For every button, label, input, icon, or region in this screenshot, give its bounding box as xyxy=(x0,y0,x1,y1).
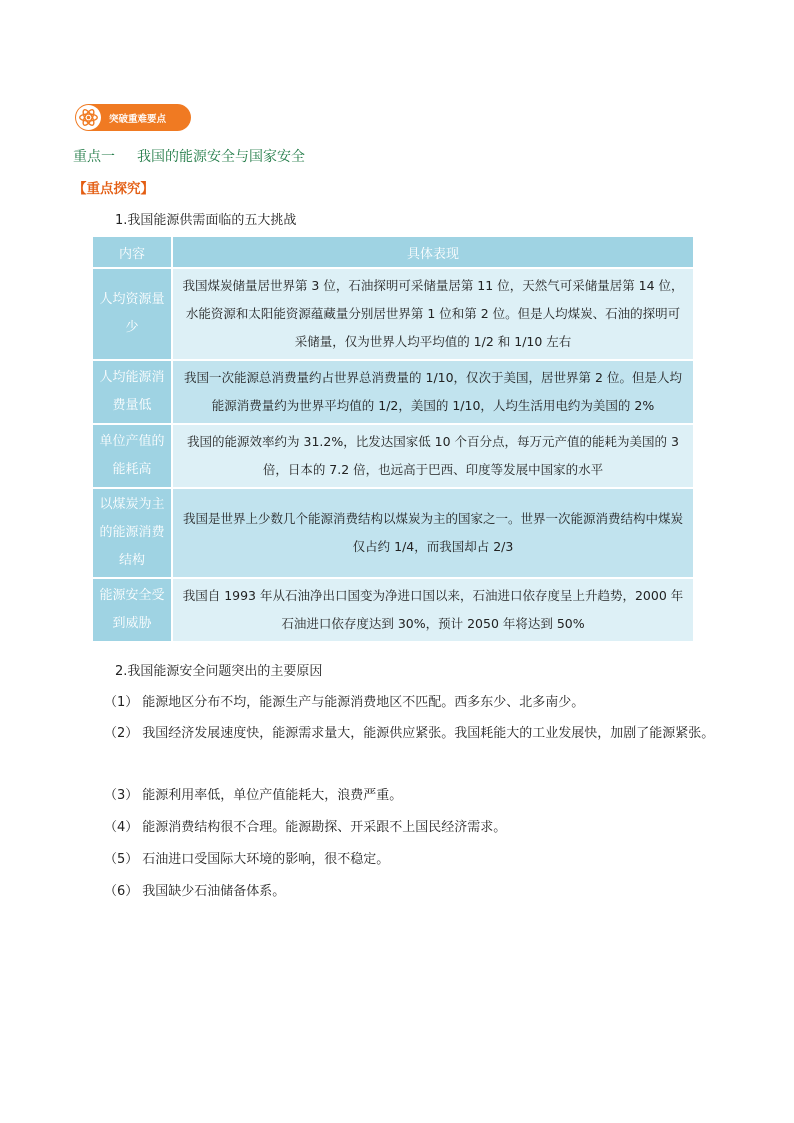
table-header-cell: 内容 xyxy=(92,236,172,268)
reason-item xyxy=(88,876,728,907)
reason-text: 能源消费结构很不合理。能源勘探、开采跟不上国民经济需求。 xyxy=(142,820,507,835)
challenges-table xyxy=(91,235,695,643)
table-header-row xyxy=(92,236,694,268)
reason-number: （3） xyxy=(104,788,139,803)
row-label: 以煤炭为主的能源消费结构 xyxy=(92,488,172,578)
section1-title: 1.我国能源供需面临的五大挑战 xyxy=(115,213,297,228)
section-heading xyxy=(73,146,305,166)
reason-number: （2） xyxy=(104,726,139,741)
badge-label: 突破重难要点 xyxy=(109,113,167,125)
atom-icon xyxy=(76,105,101,130)
reason-text: 我国经济发展速度快，能源需求量大，能源供应紧张。我国耗能大的工业发展快，加剧了能源紧张。 xyxy=(142,726,715,741)
reason-number: （4） xyxy=(104,820,139,835)
row-content: 我国的能源效率约为 31.2%，比发达国家低 10 个百分点，每万元产值的能耗为美国的 3 倍，日本的 7.2 倍，也远高于巴西、印度等发展中国家的水平 xyxy=(172,424,694,488)
reason-number: （1） xyxy=(104,695,139,710)
row-content: 我国煤炭储量居世界第 3 位，石油探明可采储量居第 11 位，天然气可采储量居第 14 位，水能资源和太阳能资源蕴藏量分别居世界第 1 位和第 2 位。但是人均煤炭、石油的探明可采储量，仅为世界人均平均值的 1/2 和 1/10 左右 xyxy=(172,268,694,360)
row-label: 人均资源量少 xyxy=(92,268,172,360)
heading-label: 重点一 xyxy=(73,149,115,165)
reason-text: 石油进口受国际大环境的影响，很不稳定。 xyxy=(142,852,390,867)
table-header-cell: 具体表现 xyxy=(172,236,694,268)
row-content: 我国自 1993 年从石油净出口国变为净进口国以来，石油进口依存度呈上升趋势，2000 年石油进口依存度达到 30%，预计 2050 年将达到 50% xyxy=(172,578,694,642)
row-label: 人均能源消费量低 xyxy=(92,360,172,424)
table-row xyxy=(92,488,694,578)
table-row xyxy=(92,578,694,642)
row-label: 能源安全受到威胁 xyxy=(92,578,172,642)
table-row xyxy=(92,424,694,488)
table-row xyxy=(92,268,694,360)
row-label: 单位产值的能耗高 xyxy=(92,424,172,488)
reason-text: 能源地区分布不均，能源生产与能源消费地区不匹配。西多东少、北多南少。 xyxy=(142,695,585,710)
reason-item xyxy=(88,718,728,749)
row-content: 我国是世界上少数几个能源消费结构以煤炭为主的国家之一。世界一次能源消费结构中煤炭仅占约 1/4，而我国却占 2/3 xyxy=(172,488,694,578)
reason-text: 能源利用率低，单位产值能耗大，浪费严重。 xyxy=(142,788,403,803)
reason-number: （5） xyxy=(104,852,139,867)
reason-text: 我国缺少石油储备体系。 xyxy=(142,884,286,899)
row-content: 我国一次能源总消费量约占世界总消费量的 1/10，仅次于美国，居世界第 2 位。但是人均能源消费量约为世界平均值的 1/2，美国的 1/10，人均生活用电约为美国的 2% xyxy=(172,360,694,424)
reason-item xyxy=(88,780,728,811)
subheading: 【重点探究】 xyxy=(73,181,154,197)
section2-title: 2.我国能源安全问题突出的主要原因 xyxy=(115,664,323,679)
section-badge xyxy=(75,104,191,131)
reason-number: （6） xyxy=(104,884,139,899)
reason-item xyxy=(88,687,728,718)
reason-item xyxy=(88,812,728,843)
heading-title: 我国的能源安全与国家安全 xyxy=(137,149,305,165)
table-row xyxy=(92,360,694,424)
reason-item xyxy=(88,844,728,875)
